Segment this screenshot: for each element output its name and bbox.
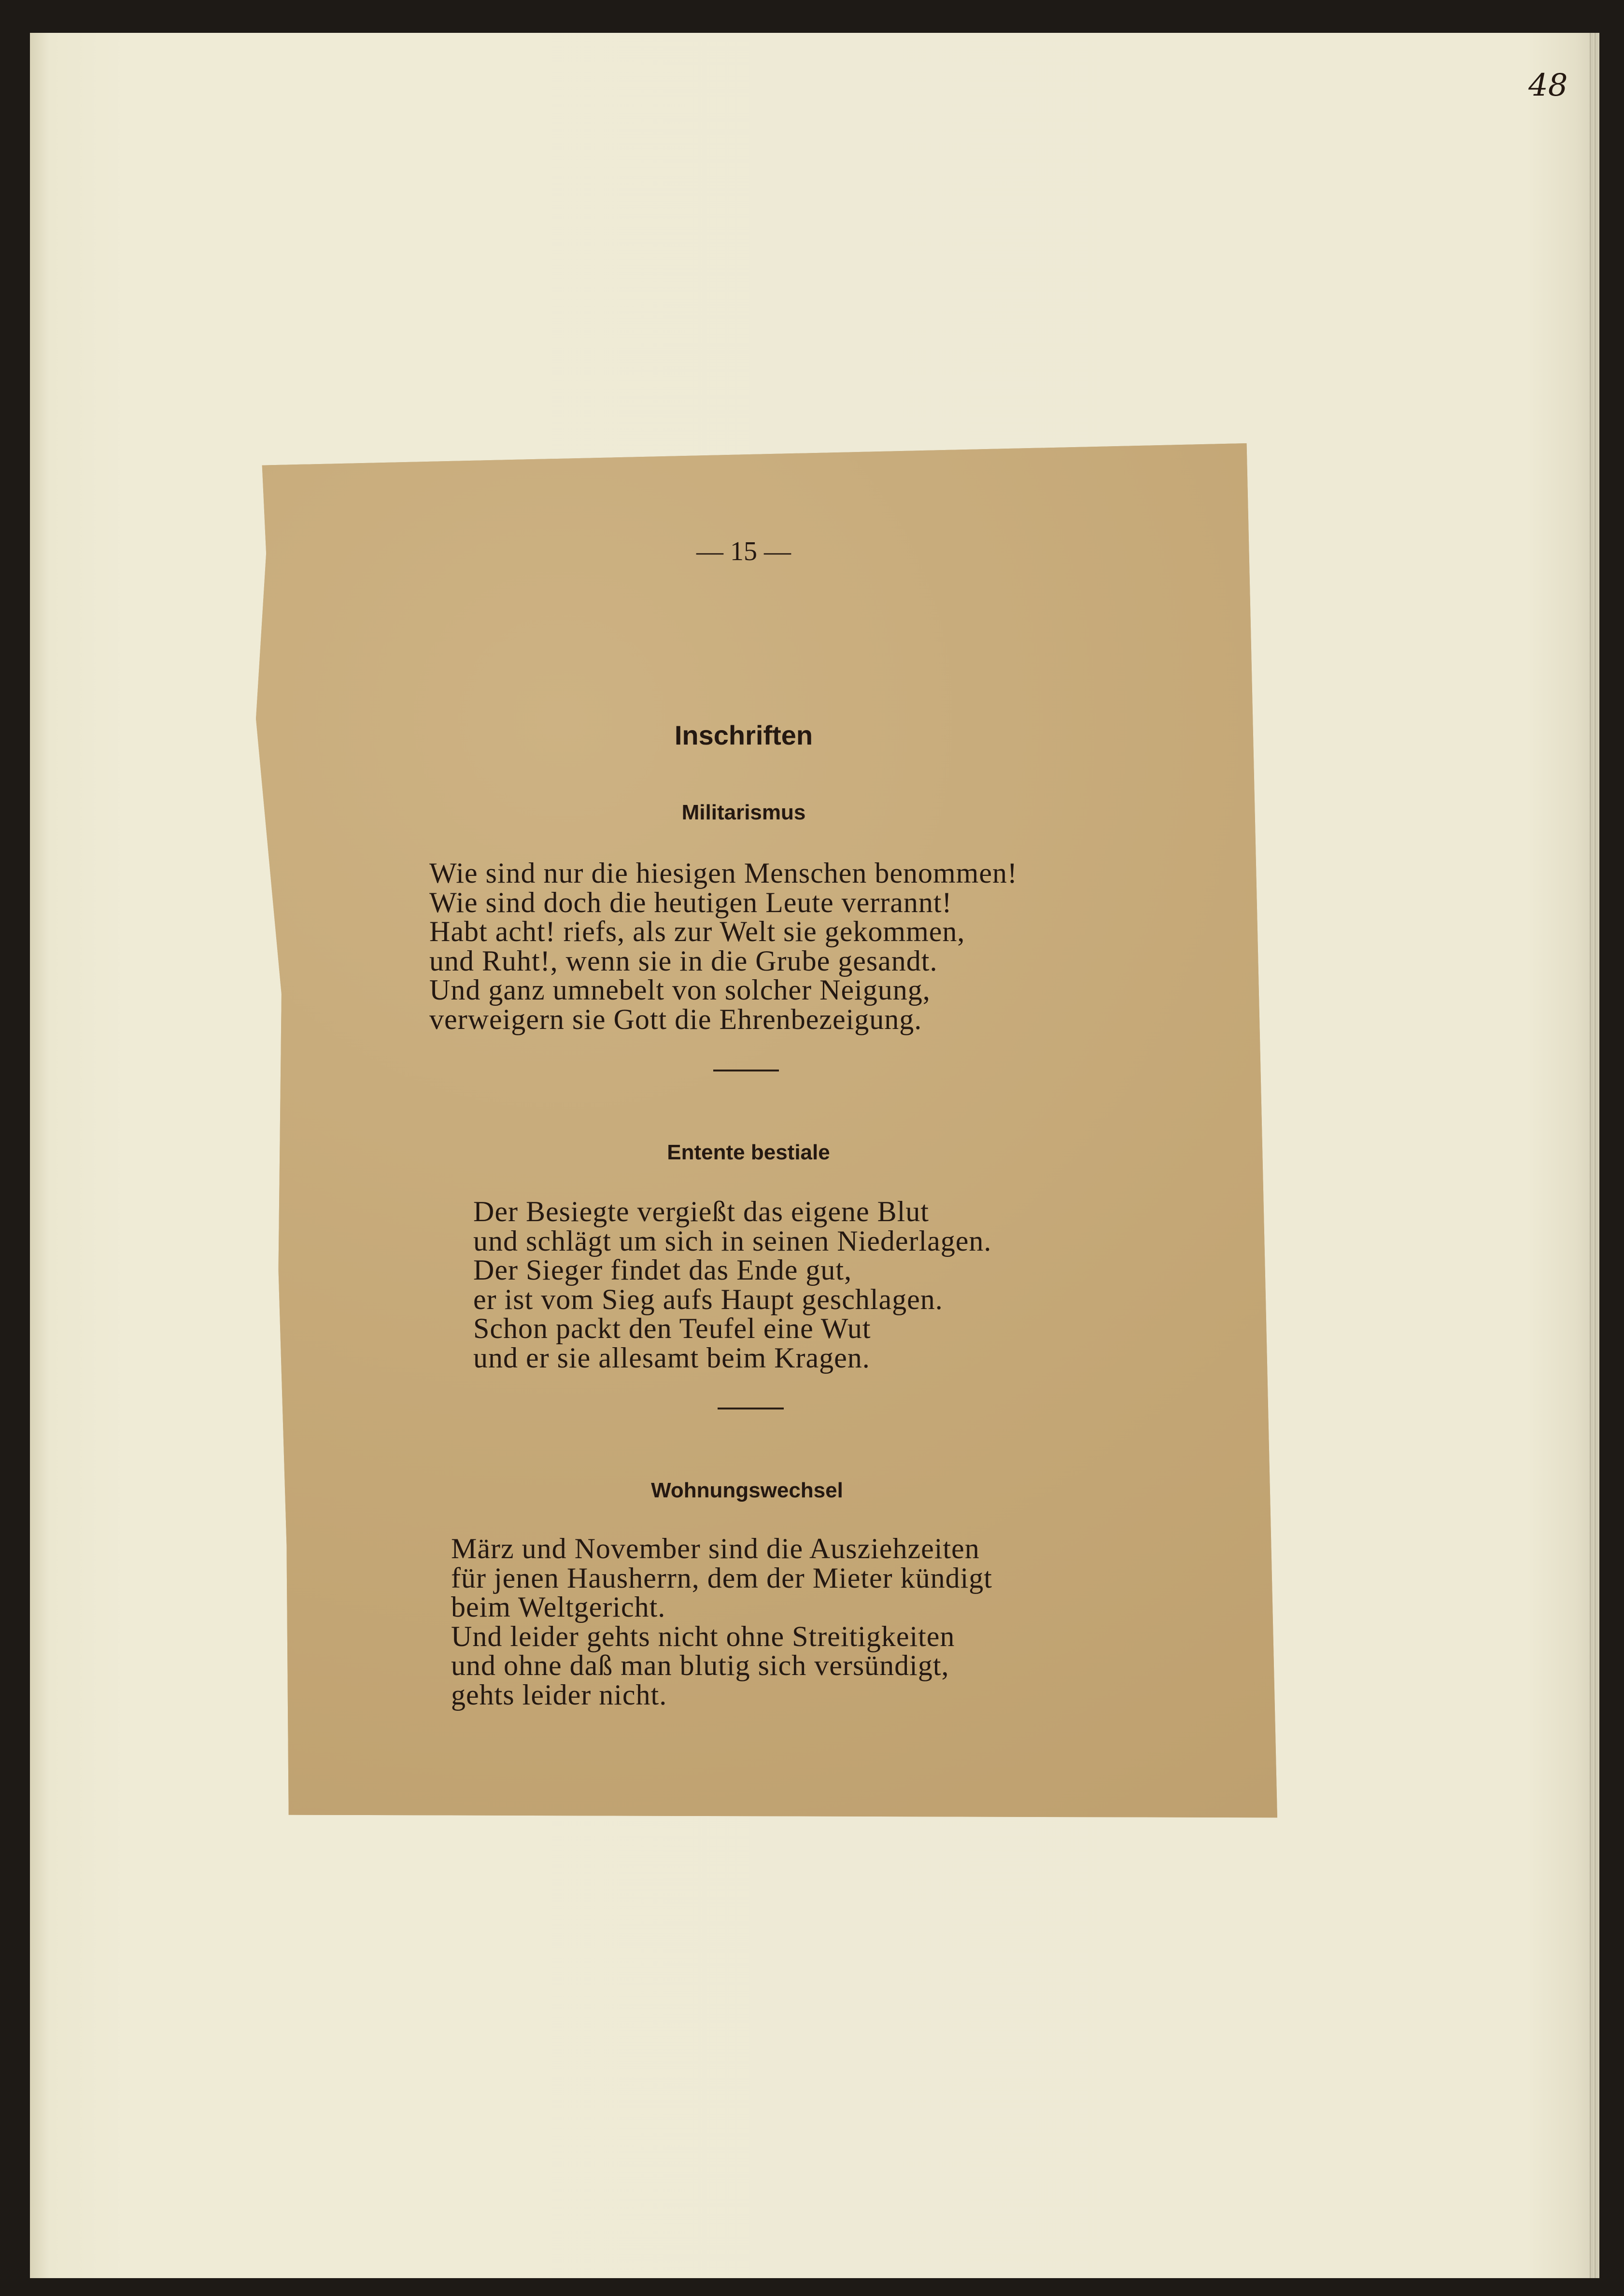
poem-line: Und ganz umnebelt von solcher Neigung, bbox=[429, 974, 931, 1006]
page-edge bbox=[1590, 33, 1594, 2278]
poem-line: verweigern sie Gott die Ehrenbezeigung. bbox=[429, 1003, 922, 1035]
poem-line: Wie sind doch die heutigen Leute verrannt! bbox=[429, 886, 952, 918]
poem-line: Und leider gehts nicht ohne Streitigkeiten bbox=[451, 1620, 955, 1652]
poem-line: Der Besiegte vergießt das eigene Blut bbox=[473, 1196, 929, 1227]
poem-line: März und November sind die Ausziehzeiten bbox=[451, 1533, 980, 1564]
poem-line: Schon packt den Teufel eine Wut bbox=[473, 1312, 871, 1344]
section-heading: Entente bestiale bbox=[667, 1141, 830, 1164]
poem-wohnungswechsel bbox=[451, 1534, 992, 1709]
poem-line: Wie sind nur die hiesigen Menschen benommen! bbox=[429, 857, 1017, 889]
poem-entente-bestiale bbox=[473, 1197, 991, 1372]
poem-line: und Ruht!, wenn sie in die Grube gesandt. bbox=[429, 944, 938, 977]
section-heading: Militarismus bbox=[681, 801, 806, 824]
page-edge bbox=[1595, 33, 1598, 2278]
poem-line: beim Weltgericht. bbox=[451, 1591, 666, 1623]
section-divider bbox=[718, 1408, 784, 1409]
poem-militarismus bbox=[429, 859, 1017, 1034]
section-heading: Wohnungswechsel bbox=[651, 1479, 843, 1502]
poem-line: und schlägt um sich in seinen Niederlagen. bbox=[473, 1225, 992, 1257]
poem-line: und ohne daß man blutig sich versündigt, bbox=[451, 1649, 949, 1681]
poem-line: und er sie allesamt beim Kragen. bbox=[473, 1341, 870, 1374]
poem-line: für jenen Hausherrn, dem der Mieter kündigt bbox=[451, 1562, 992, 1594]
poem-line: Der Sieger findet das Ende gut, bbox=[473, 1254, 852, 1286]
folio-number: 48 bbox=[1528, 68, 1568, 103]
poem-line: Habt acht! riefs, als zur Welt sie gekommen, bbox=[429, 916, 965, 947]
clipping-title: Inschriften bbox=[674, 720, 813, 750]
clipping-page-number: — 15 — bbox=[696, 536, 791, 566]
poem-line: er ist vom Sieg aufs Haupt geschlagen. bbox=[473, 1283, 943, 1315]
poem-line: gehts leider nicht. bbox=[451, 1678, 667, 1711]
section-divider bbox=[713, 1070, 779, 1071]
